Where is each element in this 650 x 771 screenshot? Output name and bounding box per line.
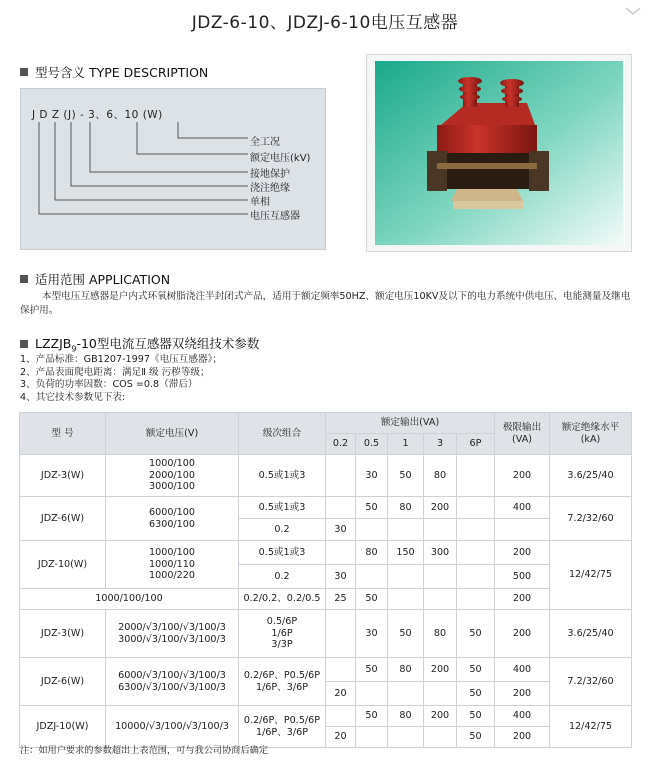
model-code: J D Z (J) - 3、6、10 (W) <box>32 109 163 121</box>
cell-out-1 <box>388 519 424 541</box>
cell-class: 0.5/6P 1/6P 3/3P <box>239 610 326 658</box>
cell-out-6p: 50 <box>457 682 495 706</box>
cell-out-3 <box>424 589 457 610</box>
cell-voltage: 1000/100/100 <box>20 589 239 610</box>
cell-out-05: 50 <box>356 658 388 682</box>
cell-model: JDZJ-10(W) <box>20 706 106 748</box>
cell-voltage: 1000/100 2000/100 3000/100 <box>106 455 239 497</box>
application-label: 适用范围 APPLICATION <box>35 272 171 287</box>
application-heading <box>20 270 170 288</box>
cell-limit: 400 <box>495 497 550 519</box>
header-model: 型 号 <box>20 413 106 455</box>
cell-out-02: 30 <box>326 565 356 589</box>
cell-out-1: 80 <box>388 658 424 682</box>
spec-table <box>19 412 632 748</box>
cell-out-6p <box>457 589 495 610</box>
cell-out-02 <box>326 610 356 658</box>
cell-out-6p <box>457 565 495 589</box>
cell-out-02 <box>326 455 356 497</box>
cell-out-1: 150 <box>388 541 424 565</box>
cell-class: 0.2/0.2、0.2/0.5 <box>239 589 326 610</box>
cell-class: 0.5或1或3 <box>239 497 326 519</box>
cell-out-3: 200 <box>424 706 457 727</box>
cell-insulation: 3.6/25/40 <box>550 610 632 658</box>
cell-limit: 400 <box>495 706 550 727</box>
cell-out-6p <box>457 497 495 519</box>
cell-out-02 <box>326 497 356 519</box>
cell-out-3: 200 <box>424 497 457 519</box>
cell-out-05: 50 <box>356 706 388 727</box>
cell-out-3 <box>424 682 457 706</box>
note-item: 2、产品表面爬电距离：满足Ⅱ 级 污秽等级； <box>20 366 210 378</box>
cell-out-3: 300 <box>424 541 457 565</box>
meaning-full-condition: 全工况 <box>250 137 280 148</box>
cell-limit: 200 <box>495 541 550 565</box>
meaning-rated-voltage: 额定电压(kV) <box>250 153 311 164</box>
table-row <box>20 541 632 565</box>
cell-out-3 <box>424 519 457 541</box>
cell-out-1 <box>388 727 424 748</box>
cell-limit: 500 <box>495 565 550 589</box>
header-out-6p: 6P <box>457 434 495 455</box>
cell-out-3 <box>424 565 457 589</box>
close-icon[interactable] <box>622 4 644 18</box>
product-photo <box>366 54 632 252</box>
cell-limit: 200 <box>495 610 550 658</box>
header-out-02: 0.2 <box>326 434 356 455</box>
cell-model: JDZ-6(W) <box>20 658 106 706</box>
cell-voltage: 2000/√3/100/√3/100/3 3000/√3/100/√3/100/3 <box>106 610 239 658</box>
cell-insulation: 3.6/25/40 <box>550 455 632 497</box>
section-square-icon <box>20 340 28 348</box>
cell-out-1: 80 <box>388 497 424 519</box>
table-row <box>20 497 632 519</box>
cell-model: JDZ-6(W) <box>20 497 106 541</box>
cell-out-05 <box>356 565 388 589</box>
cell-out-6p: 50 <box>457 658 495 682</box>
page-title: JDZ-6-10、JDZJ-6-10电压互感器 <box>191 13 459 33</box>
note-item: 3、负荷的功率因数：COS =0.8（滞后） <box>20 379 198 390</box>
note-item: 1、产品标准：GB1207-1997《电压互感器》； <box>20 354 222 365</box>
cell-out-05: 80 <box>356 541 388 565</box>
cell-limit: 200 <box>495 682 550 706</box>
cell-class: 0.2 <box>239 519 326 541</box>
cell-out-02: 20 <box>326 682 356 706</box>
header-class: 级次组合 <box>239 413 326 455</box>
cell-out-05 <box>356 682 388 706</box>
cell-insulation: 7.2/32/60 <box>550 658 632 706</box>
cell-out-6p: 50 <box>457 727 495 748</box>
section-square-icon <box>20 68 28 76</box>
cell-out-02: 25 <box>326 589 356 610</box>
table-row <box>20 610 632 658</box>
cell-voltage: 1000/100 1000/110 1000/220 <box>106 541 239 589</box>
type-description-label: 型号含义 TYPE DESCRIPTION <box>35 65 209 80</box>
cell-out-1: 50 <box>388 455 424 497</box>
cell-out-1: 80 <box>388 706 424 727</box>
header-out-3: 3 <box>424 434 457 455</box>
cell-out-1 <box>388 682 424 706</box>
cell-model: JDZ-3(W) <box>20 610 106 658</box>
header-insulation: 额定绝缘水平 (kA) <box>550 413 632 455</box>
cell-out-1 <box>388 565 424 589</box>
cell-limit: 200 <box>495 455 550 497</box>
cell-out-3 <box>424 727 457 748</box>
cell-out-05: 50 <box>356 589 388 610</box>
cell-out-6p: 50 <box>457 706 495 727</box>
cell-class: 0.5或1或3 <box>239 541 326 565</box>
cell-out-02 <box>326 541 356 565</box>
footnote: 注：如用户要求的参数超出上表范围，可与我公司协商后确定 <box>20 745 269 756</box>
cell-out-02 <box>326 658 356 682</box>
cell-out-6p <box>457 455 495 497</box>
type-description-heading <box>20 63 208 81</box>
meaning-cast-insulation: 浇注绝缘 <box>250 183 290 194</box>
table-row <box>20 706 632 727</box>
header-out-1: 1 <box>388 434 424 455</box>
meaning-ground-protection: 接地保护 <box>250 169 290 180</box>
parameters-heading <box>20 334 259 354</box>
cell-out-1: 50 <box>388 610 424 658</box>
cell-limit: 200 <box>495 589 550 610</box>
cell-insulation: 7.2/32/60 <box>550 497 632 541</box>
cell-out-1 <box>388 589 424 610</box>
cell-out-02: 30 <box>326 519 356 541</box>
header-output: 额定输出(VA) <box>326 413 495 434</box>
cell-out-05 <box>356 727 388 748</box>
cell-model: JDZ-3(W) <box>20 455 106 497</box>
cell-out-3: 200 <box>424 658 457 682</box>
cell-out-6p <box>457 519 495 541</box>
cell-limit: 200 <box>495 727 550 748</box>
cell-out-05: 30 <box>356 610 388 658</box>
parameter-notes <box>20 354 222 404</box>
cell-insulation: 12/42/75 <box>550 706 632 748</box>
cell-out-05: 50 <box>356 497 388 519</box>
cell-class: 0.2/6P、P0.5/6P 1/6P、3/6P <box>239 658 326 706</box>
cell-limit <box>495 519 550 541</box>
cell-out-3: 80 <box>424 610 457 658</box>
cell-out-05 <box>356 519 388 541</box>
cell-out-6p: 50 <box>457 610 495 658</box>
cell-model: JDZ-10(W) <box>20 541 106 589</box>
cell-out-6p <box>457 541 495 565</box>
header-voltage: 额定电压(V) <box>106 413 239 455</box>
table-row <box>20 589 632 610</box>
cell-out-02: 20 <box>326 727 356 748</box>
cell-class: 0.5或1或3 <box>239 455 326 497</box>
cell-insulation: 12/42/75 <box>550 541 632 610</box>
cell-out-05: 30 <box>356 455 388 497</box>
meaning-voltage-transformer: 电压互感器 <box>250 211 300 222</box>
parameters-label: $LZZJB_9-10$型电流互感器双绕组技术参数 <box>35 336 260 354</box>
header-limit: 极限输出 (VA) <box>495 413 550 455</box>
cell-class: 0.2 <box>239 565 326 589</box>
meaning-single-phase: 单相 <box>250 197 270 208</box>
cell-out-02 <box>326 706 356 727</box>
section-square-icon <box>20 275 28 283</box>
cell-limit: 400 <box>495 658 550 682</box>
cell-voltage: 10000/√3/100/√3/100/3 <box>106 706 239 748</box>
cell-out-3: 80 <box>424 455 457 497</box>
header-out-05: 0.5 <box>356 434 388 455</box>
table-row <box>20 455 632 497</box>
cell-voltage: 6000/100 6300/100 <box>106 497 239 541</box>
cell-class: 0.2/6P、P0.5/6P 1/6P、3/6P <box>239 706 326 748</box>
table-row <box>20 658 632 682</box>
note-item: 4、其它技术参数见下表: <box>20 391 126 403</box>
application-text: 本型电压互感器是户内式环氧树脂浇注半封闭式产品，适用于额定频率50HZ、额定电压10KV及以下的电力系统中供电压、电能测量及继电保护用。 <box>20 291 631 316</box>
cell-voltage: 6000/√3/100/√3/100/3 6300/√3/100/√3/100/3 <box>106 658 239 706</box>
